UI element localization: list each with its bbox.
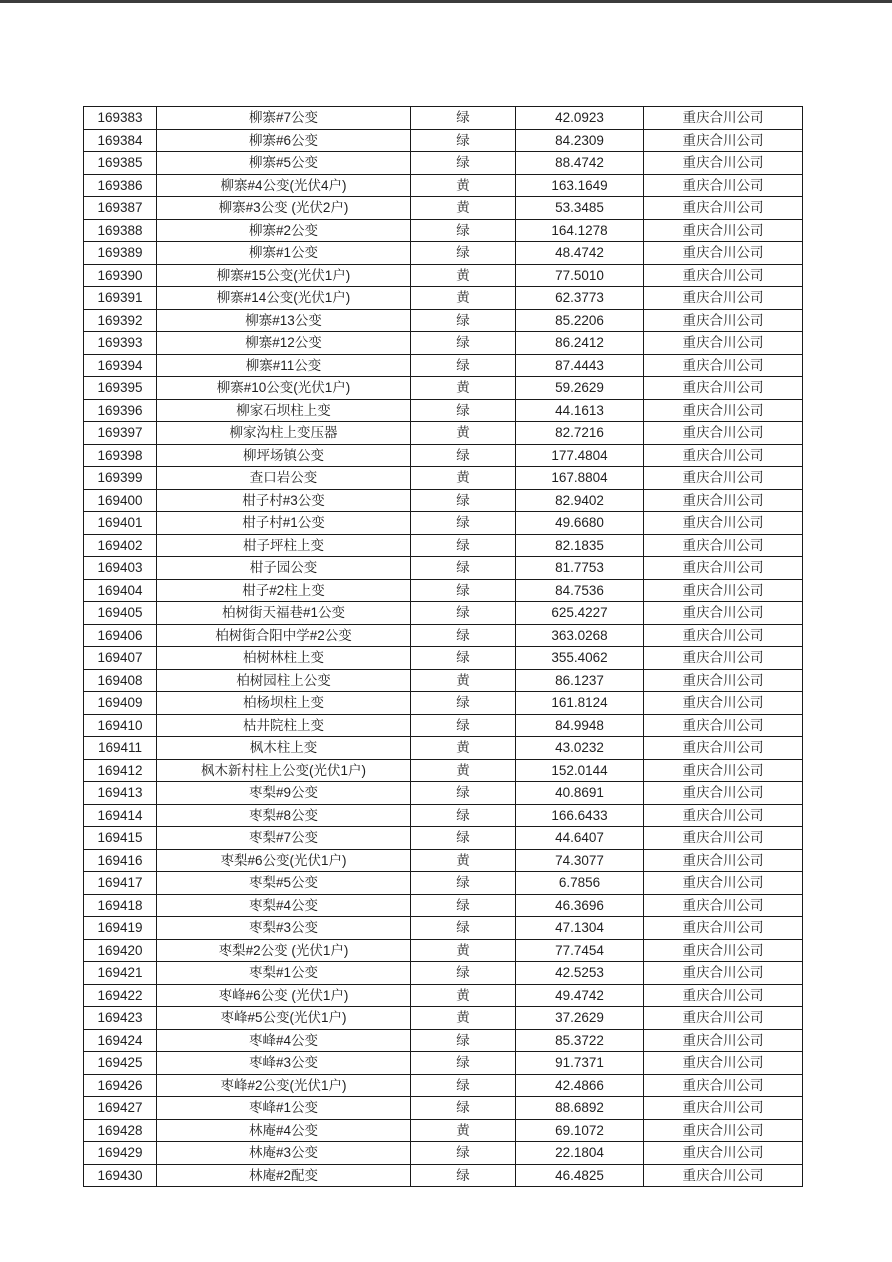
cell-value: 46.4825	[516, 1164, 644, 1187]
cell-name: 枣梨#6公变(光伏1户)	[157, 849, 411, 872]
table-row	[84, 422, 803, 445]
table-row	[84, 534, 803, 557]
cell-status: 绿	[411, 579, 516, 602]
cell-value: 44.1613	[516, 399, 644, 422]
cell-value: 42.5253	[516, 962, 644, 985]
table-row	[84, 602, 803, 625]
cell-company: 重庆合川公司	[644, 647, 803, 670]
cell-company: 重庆合川公司	[644, 264, 803, 287]
cell-name: 柳寨#11公变	[157, 354, 411, 377]
cell-id: 169424	[84, 1029, 157, 1052]
cell-id: 169384	[84, 129, 157, 152]
table-row	[84, 489, 803, 512]
cell-status: 黄	[411, 287, 516, 310]
cell-status: 绿	[411, 1142, 516, 1165]
cell-id: 169385	[84, 152, 157, 175]
cell-id: 169417	[84, 872, 157, 895]
cell-company: 重庆合川公司	[644, 737, 803, 760]
cell-name: 柳寨#4公变(光伏4户)	[157, 174, 411, 197]
cell-id: 169391	[84, 287, 157, 310]
cell-status: 黄	[411, 669, 516, 692]
cell-value: 88.6892	[516, 1097, 644, 1120]
cell-status: 绿	[411, 309, 516, 332]
cell-status: 绿	[411, 962, 516, 985]
cell-id: 169406	[84, 624, 157, 647]
page-top-edge	[0, 0, 892, 3]
cell-value: 37.2629	[516, 1007, 644, 1030]
cell-status: 绿	[411, 804, 516, 827]
cell-status: 黄	[411, 174, 516, 197]
cell-value: 81.7753	[516, 557, 644, 580]
table-row	[84, 917, 803, 940]
table-row	[84, 647, 803, 670]
cell-name: 柏杨坝柱上变	[157, 692, 411, 715]
cell-status: 绿	[411, 354, 516, 377]
cell-name: 枣梨#4公变	[157, 894, 411, 917]
table-row	[84, 1007, 803, 1030]
cell-id: 169399	[84, 467, 157, 490]
table-body	[84, 107, 803, 1187]
cell-status: 黄	[411, 939, 516, 962]
cell-company: 重庆合川公司	[644, 534, 803, 557]
transformer-table	[83, 106, 803, 1187]
cell-company: 重庆合川公司	[644, 197, 803, 220]
table-row	[84, 827, 803, 850]
cell-value: 62.3773	[516, 287, 644, 310]
cell-value: 167.8804	[516, 467, 644, 490]
cell-company: 重庆合川公司	[644, 444, 803, 467]
cell-name: 林庵#2配变	[157, 1164, 411, 1187]
cell-name: 柳寨#6公变	[157, 129, 411, 152]
cell-id: 169407	[84, 647, 157, 670]
table-row	[84, 1142, 803, 1165]
cell-id: 169388	[84, 219, 157, 242]
cell-status: 绿	[411, 894, 516, 917]
table-row	[84, 399, 803, 422]
cell-name: 柏树街合阳中学#2公变	[157, 624, 411, 647]
cell-value: 74.3077	[516, 849, 644, 872]
table-row	[84, 219, 803, 242]
cell-name: 枣梨#9公变	[157, 782, 411, 805]
cell-id: 169392	[84, 309, 157, 332]
cell-status: 绿	[411, 714, 516, 737]
cell-status: 绿	[411, 872, 516, 895]
cell-name: 枣梨#8公变	[157, 804, 411, 827]
cell-name: 柳寨#10公变(光伏1户)	[157, 377, 411, 400]
cell-status: 黄	[411, 264, 516, 287]
cell-company: 重庆合川公司	[644, 422, 803, 445]
cell-id: 169413	[84, 782, 157, 805]
cell-name: 林庵#3公变	[157, 1142, 411, 1165]
cell-value: 86.2412	[516, 332, 644, 355]
cell-id: 169425	[84, 1052, 157, 1075]
cell-company: 重庆合川公司	[644, 1007, 803, 1030]
cell-status: 绿	[411, 444, 516, 467]
cell-value: 152.0144	[516, 759, 644, 782]
table-row	[84, 759, 803, 782]
cell-id: 169398	[84, 444, 157, 467]
cell-status: 绿	[411, 827, 516, 850]
cell-id: 169386	[84, 174, 157, 197]
cell-name: 柳寨#3公变 (光伏2户)	[157, 197, 411, 220]
cell-status: 黄	[411, 737, 516, 760]
cell-value: 625.4227	[516, 602, 644, 625]
cell-status: 绿	[411, 624, 516, 647]
table-row	[84, 1074, 803, 1097]
cell-name: 查口岩公变	[157, 467, 411, 490]
cell-value: 42.4866	[516, 1074, 644, 1097]
cell-name: 柑子村#3公变	[157, 489, 411, 512]
cell-name: 枣梨#1公变	[157, 962, 411, 985]
cell-company: 重庆合川公司	[644, 714, 803, 737]
cell-value: 82.9402	[516, 489, 644, 512]
table-row	[84, 174, 803, 197]
cell-id: 169403	[84, 557, 157, 580]
cell-status: 黄	[411, 1119, 516, 1142]
cell-company: 重庆合川公司	[644, 962, 803, 985]
cell-status: 绿	[411, 1074, 516, 1097]
cell-company: 重庆合川公司	[644, 512, 803, 535]
cell-value: 42.0923	[516, 107, 644, 130]
cell-value: 87.4443	[516, 354, 644, 377]
cell-status: 绿	[411, 692, 516, 715]
cell-status: 绿	[411, 1164, 516, 1187]
table-row	[84, 309, 803, 332]
cell-status: 绿	[411, 399, 516, 422]
table-row	[84, 512, 803, 535]
table-row	[84, 264, 803, 287]
cell-company: 重庆合川公司	[644, 1029, 803, 1052]
cell-value: 22.1804	[516, 1142, 644, 1165]
cell-status: 绿	[411, 219, 516, 242]
cell-status: 绿	[411, 129, 516, 152]
table-row	[84, 737, 803, 760]
cell-status: 绿	[411, 782, 516, 805]
cell-value: 6.7856	[516, 872, 644, 895]
cell-company: 重庆合川公司	[644, 1119, 803, 1142]
cell-name: 柳家沟柱上变压器	[157, 422, 411, 445]
cell-company: 重庆合川公司	[644, 219, 803, 242]
cell-value: 86.1237	[516, 669, 644, 692]
table-row	[84, 1119, 803, 1142]
cell-name: 枣梨#2公变 (光伏1户)	[157, 939, 411, 962]
cell-company: 重庆合川公司	[644, 804, 803, 827]
cell-name: 柳坪场镇公变	[157, 444, 411, 467]
cell-company: 重庆合川公司	[644, 1074, 803, 1097]
table-row	[84, 107, 803, 130]
cell-status: 黄	[411, 197, 516, 220]
cell-status: 绿	[411, 512, 516, 535]
cell-id: 169409	[84, 692, 157, 715]
table-row	[84, 872, 803, 895]
table-row	[84, 557, 803, 580]
cell-status: 绿	[411, 534, 516, 557]
cell-value: 84.7536	[516, 579, 644, 602]
table-row	[84, 287, 803, 310]
table-row	[84, 624, 803, 647]
cell-name: 柑子#2柱上变	[157, 579, 411, 602]
cell-company: 重庆合川公司	[644, 782, 803, 805]
cell-company: 重庆合川公司	[644, 579, 803, 602]
cell-name: 枣峰#6公变 (光伏1户)	[157, 984, 411, 1007]
cell-company: 重庆合川公司	[644, 377, 803, 400]
cell-name: 柳寨#14公变(光伏1户)	[157, 287, 411, 310]
cell-value: 48.4742	[516, 242, 644, 265]
cell-value: 82.7216	[516, 422, 644, 445]
cell-value: 77.5010	[516, 264, 644, 287]
cell-name: 柏树街天福巷#1公变	[157, 602, 411, 625]
cell-status: 黄	[411, 1007, 516, 1030]
cell-value: 59.2629	[516, 377, 644, 400]
cell-id: 169393	[84, 332, 157, 355]
table-row	[84, 849, 803, 872]
cell-name: 枣峰#3公变	[157, 1052, 411, 1075]
cell-company: 重庆合川公司	[644, 624, 803, 647]
cell-value: 69.1072	[516, 1119, 644, 1142]
cell-company: 重庆合川公司	[644, 894, 803, 917]
cell-status: 黄	[411, 759, 516, 782]
table-row	[84, 332, 803, 355]
cell-company: 重庆合川公司	[644, 1052, 803, 1075]
cell-name: 柏树林柱上变	[157, 647, 411, 670]
cell-value: 84.9948	[516, 714, 644, 737]
cell-company: 重庆合川公司	[644, 489, 803, 512]
table-row	[84, 894, 803, 917]
table-row	[84, 692, 803, 715]
cell-value: 49.6680	[516, 512, 644, 535]
cell-company: 重庆合川公司	[644, 129, 803, 152]
cell-id: 169422	[84, 984, 157, 1007]
cell-id: 169416	[84, 849, 157, 872]
cell-company: 重庆合川公司	[644, 849, 803, 872]
cell-company: 重庆合川公司	[644, 399, 803, 422]
cell-value: 363.0268	[516, 624, 644, 647]
cell-company: 重庆合川公司	[644, 107, 803, 130]
cell-name: 枣峰#5公变(光伏1户)	[157, 1007, 411, 1030]
cell-id: 169423	[84, 1007, 157, 1030]
cell-company: 重庆合川公司	[644, 309, 803, 332]
cell-status: 绿	[411, 917, 516, 940]
cell-value: 44.6407	[516, 827, 644, 850]
cell-status: 绿	[411, 647, 516, 670]
cell-name: 枣梨#5公变	[157, 872, 411, 895]
cell-name: 柳寨#13公变	[157, 309, 411, 332]
cell-company: 重庆合川公司	[644, 984, 803, 1007]
cell-company: 重庆合川公司	[644, 939, 803, 962]
cell-value: 85.2206	[516, 309, 644, 332]
cell-company: 重庆合川公司	[644, 1164, 803, 1187]
cell-id: 169394	[84, 354, 157, 377]
cell-company: 重庆合川公司	[644, 669, 803, 692]
cell-status: 黄	[411, 467, 516, 490]
cell-name: 枯井院柱上变	[157, 714, 411, 737]
table-row	[84, 782, 803, 805]
cell-status: 黄	[411, 849, 516, 872]
cell-value: 77.7454	[516, 939, 644, 962]
table-row	[84, 377, 803, 400]
cell-company: 重庆合川公司	[644, 467, 803, 490]
cell-id: 169414	[84, 804, 157, 827]
cell-id: 169405	[84, 602, 157, 625]
cell-company: 重庆合川公司	[644, 1097, 803, 1120]
cell-value: 84.2309	[516, 129, 644, 152]
cell-value: 166.6433	[516, 804, 644, 827]
cell-company: 重庆合川公司	[644, 287, 803, 310]
cell-name: 枣梨#3公变	[157, 917, 411, 940]
cell-status: 绿	[411, 557, 516, 580]
cell-status: 绿	[411, 152, 516, 175]
cell-id: 169402	[84, 534, 157, 557]
cell-name: 枫木柱上变	[157, 737, 411, 760]
cell-id: 169411	[84, 737, 157, 760]
cell-value: 164.1278	[516, 219, 644, 242]
cell-id: 169419	[84, 917, 157, 940]
cell-id: 169387	[84, 197, 157, 220]
cell-id: 169396	[84, 399, 157, 422]
table-row	[84, 669, 803, 692]
cell-name: 柳寨#7公变	[157, 107, 411, 130]
cell-id: 169415	[84, 827, 157, 850]
cell-company: 重庆合川公司	[644, 602, 803, 625]
cell-name: 枣峰#2公变(光伏1户)	[157, 1074, 411, 1097]
table-row	[84, 467, 803, 490]
cell-status: 绿	[411, 602, 516, 625]
cell-value: 91.7371	[516, 1052, 644, 1075]
cell-value: 47.1304	[516, 917, 644, 940]
cell-status: 绿	[411, 242, 516, 265]
table-row	[84, 354, 803, 377]
cell-company: 重庆合川公司	[644, 557, 803, 580]
cell-company: 重庆合川公司	[644, 1142, 803, 1165]
table-row	[84, 1029, 803, 1052]
cell-company: 重庆合川公司	[644, 242, 803, 265]
cell-name: 柳寨#2公变	[157, 219, 411, 242]
table-row	[84, 152, 803, 175]
cell-status: 绿	[411, 107, 516, 130]
cell-value: 82.1835	[516, 534, 644, 557]
cell-value: 177.4804	[516, 444, 644, 467]
cell-name: 枣峰#4公变	[157, 1029, 411, 1052]
cell-id: 169401	[84, 512, 157, 535]
cell-id: 169426	[84, 1074, 157, 1097]
cell-id: 169397	[84, 422, 157, 445]
table-row	[84, 962, 803, 985]
cell-id: 169428	[84, 1119, 157, 1142]
table-row	[84, 242, 803, 265]
cell-value: 46.3696	[516, 894, 644, 917]
cell-status: 绿	[411, 1052, 516, 1075]
cell-status: 绿	[411, 1029, 516, 1052]
cell-status: 绿	[411, 332, 516, 355]
table-row	[84, 579, 803, 602]
table-row	[84, 197, 803, 220]
cell-company: 重庆合川公司	[644, 332, 803, 355]
cell-company: 重庆合川公司	[644, 354, 803, 377]
cell-id: 169383	[84, 107, 157, 130]
cell-company: 重庆合川公司	[644, 759, 803, 782]
cell-status: 黄	[411, 984, 516, 1007]
table-row	[84, 1052, 803, 1075]
cell-company: 重庆合川公司	[644, 827, 803, 850]
cell-value: 163.1649	[516, 174, 644, 197]
cell-id: 169429	[84, 1142, 157, 1165]
cell-name: 柳寨#15公变(光伏1户)	[157, 264, 411, 287]
cell-company: 重庆合川公司	[644, 692, 803, 715]
cell-name: 柳寨#12公变	[157, 332, 411, 355]
cell-name: 柑子坪柱上变	[157, 534, 411, 557]
cell-id: 169418	[84, 894, 157, 917]
cell-status: 绿	[411, 489, 516, 512]
cell-value: 355.4062	[516, 647, 644, 670]
cell-value: 40.8691	[516, 782, 644, 805]
cell-value: 161.8124	[516, 692, 644, 715]
cell-id: 169389	[84, 242, 157, 265]
cell-status: 绿	[411, 1097, 516, 1120]
cell-value: 49.4742	[516, 984, 644, 1007]
table-row	[84, 804, 803, 827]
cell-company: 重庆合川公司	[644, 174, 803, 197]
table-row	[84, 714, 803, 737]
cell-id: 169395	[84, 377, 157, 400]
table-row	[84, 1164, 803, 1187]
cell-id: 169408	[84, 669, 157, 692]
table-row	[84, 129, 803, 152]
cell-name: 柳寨#5公变	[157, 152, 411, 175]
cell-id: 169410	[84, 714, 157, 737]
cell-name: 枣峰#1公变	[157, 1097, 411, 1120]
cell-name: 柑子园公变	[157, 557, 411, 580]
cell-value: 85.3722	[516, 1029, 644, 1052]
cell-name: 柑子村#1公变	[157, 512, 411, 535]
cell-company: 重庆合川公司	[644, 872, 803, 895]
cell-id: 169421	[84, 962, 157, 985]
cell-company: 重庆合川公司	[644, 917, 803, 940]
cell-id: 169400	[84, 489, 157, 512]
table-row	[84, 939, 803, 962]
cell-name: 枣梨#7公变	[157, 827, 411, 850]
cell-name: 柏树园柱上公变	[157, 669, 411, 692]
cell-status: 黄	[411, 377, 516, 400]
cell-id: 169412	[84, 759, 157, 782]
cell-value: 88.4742	[516, 152, 644, 175]
cell-name: 柳寨#1公变	[157, 242, 411, 265]
table-row	[84, 444, 803, 467]
cell-id: 169420	[84, 939, 157, 962]
cell-company: 重庆合川公司	[644, 152, 803, 175]
cell-id: 169390	[84, 264, 157, 287]
cell-name: 林庵#4公变	[157, 1119, 411, 1142]
table-row	[84, 984, 803, 1007]
cell-name: 枫木新村柱上公变(光伏1户)	[157, 759, 411, 782]
cell-id: 169427	[84, 1097, 157, 1120]
cell-status: 黄	[411, 422, 516, 445]
cell-value: 43.0232	[516, 737, 644, 760]
cell-name: 柳家石坝柱上变	[157, 399, 411, 422]
cell-value: 53.3485	[516, 197, 644, 220]
cell-id: 169404	[84, 579, 157, 602]
cell-id: 169430	[84, 1164, 157, 1187]
table-row	[84, 1097, 803, 1120]
